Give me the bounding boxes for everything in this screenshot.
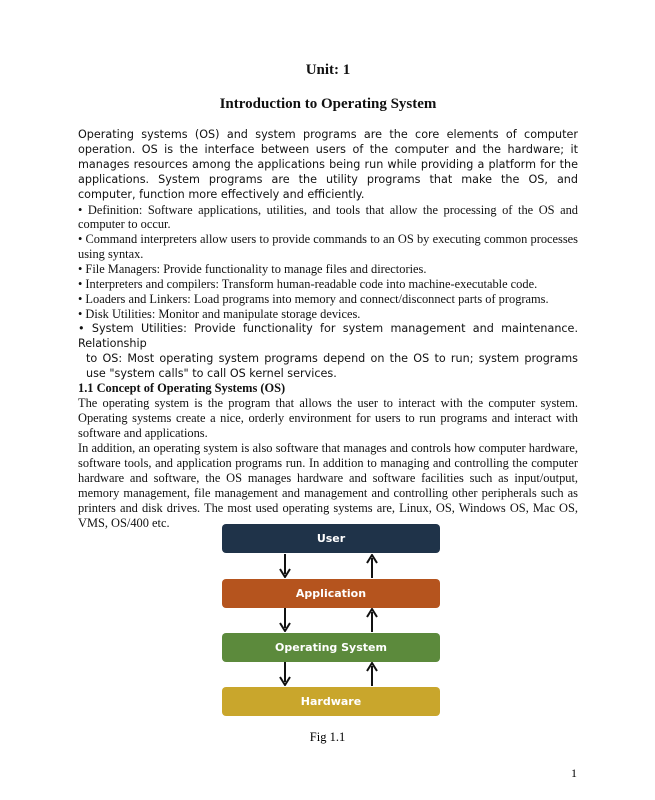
bullet-file-managers: • File Managers: Provide functionality to manage files and directories.	[78, 262, 427, 277]
text-body	[78, 128, 578, 530]
bullet-command-interpreters: • Command interpreters allow users to provide commands to an OS by executing common processes using syntax.	[78, 232, 578, 262]
bullet-system-utilities: • System Utilities: Provide functionality for system management and maintenance. Relationship	[78, 321, 578, 350]
arrow-up-icon	[366, 608, 378, 632]
layer-user: User	[222, 524, 440, 553]
arrow-up-icon	[366, 554, 378, 578]
arrow-up-icon	[366, 662, 378, 686]
section-heading: 1.1 Concept of Operating Systems (OS)	[78, 381, 286, 396]
bullet-definition: • Definition: Software applications, utilities, and tools that allow the processing of the OS and computer to occur.	[78, 202, 578, 232]
arrow-down-icon	[279, 608, 291, 632]
layer-hardware: Hardware	[222, 687, 440, 716]
chapter-title: Introduction to Operating System	[219, 96, 437, 112]
os-layers-diagram	[222, 524, 440, 718]
arrow-down-icon	[279, 662, 291, 686]
concept-paragraph-1: The operating system is the program that allows the user to interact with the computer system. Operating systems create a nice, orderly environment for users to run programs and interact with software and applications.	[78, 396, 578, 441]
intro-paragraph: Operating systems (OS) and system programs are the core elements of computer operation. OS is the interface between users of the computer and the hardware; it manages resources among the applications being run while providing a platform for the applications. System programs are the utility programs that make the OS, and computer, function more effectively and efficiently.	[78, 128, 578, 201]
layer-application: Application	[222, 579, 440, 608]
bullet-disk-utilities: • Disk Utilities: Monitor and manipulate storage devices.	[78, 306, 361, 321]
bullet-loaders-linkers: • Loaders and Linkers: Load programs into memory and connect/disconnect parts of programs.	[78, 291, 549, 306]
arrow-down-icon	[279, 554, 291, 578]
layer-operating-system: Operating System	[222, 633, 440, 662]
unit-heading: Unit: 1	[305, 62, 351, 78]
figure-caption: Fig 1.1	[309, 730, 346, 744]
page-number: 1	[571, 766, 577, 780]
concept-paragraph-2: In addition, an operating system is also software that manages and controls how computer hardware, software tools, and application programs run. In addition to managing and controlling the computer hardware and software, the OS manages hardware and software facilities such as input/output, memory management, file management and management and controlling other peripherals such as printers and disk drives. The most used operating systems are, Linux, OS, Windows OS, Mac OS, VMS, OS/400 etc.	[78, 441, 578, 530]
bullet-interpreters-compilers: • Interpreters and compilers: Transform human-readable code into machine-executable code.	[78, 277, 538, 292]
relationship-paragraph: to OS: Most operating system programs depend on the OS to run; system programs use "system calls" to call OS kernel services.	[86, 351, 578, 380]
